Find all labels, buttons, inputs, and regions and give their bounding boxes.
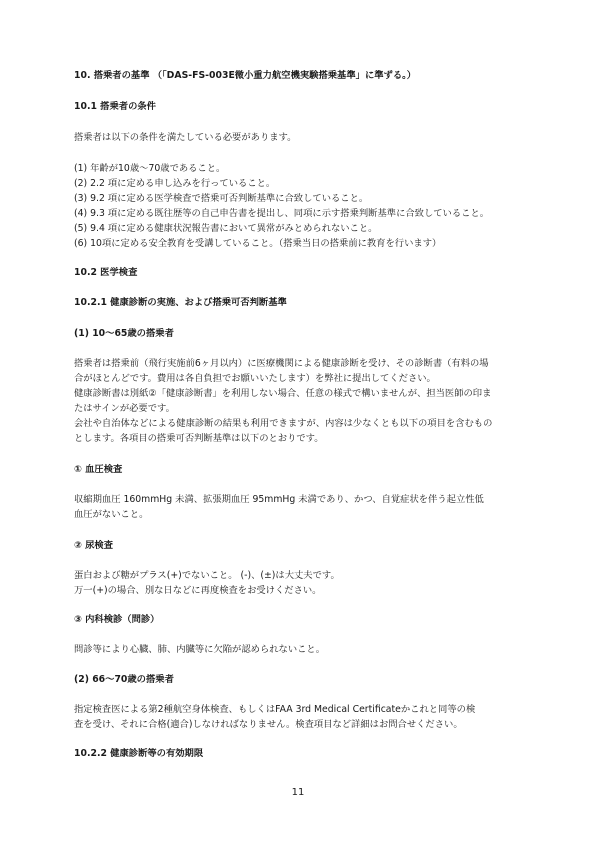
paragraph-line: 万一(+)の場合、別な日などに再度検査をお受けください。 <box>74 585 322 596</box>
condition-item: (4) 9.3 項に定める既往歴等の自己申告書を提出し、同項に示す搭乗判断基準に合致していること。 <box>74 208 490 219</box>
internal-exam-heading: ③ 内科検診（問診） <box>74 614 160 625</box>
subsection-1-heading: (1) 10〜65歳の搭乗者 <box>74 328 174 339</box>
section-10-2-heading: 10.2 医学検査 <box>74 267 138 278</box>
condition-item: (5) 9.4 項に定める健康状況報告書において異常がみとめられないこと。 <box>74 223 378 234</box>
paragraph-line: とします。各項目の搭乗可否判断基準は以下のとおりです。 <box>74 433 324 444</box>
urine-test-heading: ② 尿検査 <box>74 540 113 551</box>
paragraph-line: 指定検査医による第2種航空身体検査、もしくはFAA 3rd Medical Certificateかこれと同等の検 <box>74 704 476 715</box>
paragraph-line: 血圧がないこと。 <box>74 509 149 520</box>
condition-item: (1) 年齢が10歳〜70歳であること。 <box>74 163 226 174</box>
subsection-2-heading: (2) 66〜70歳の搭乗者 <box>74 674 174 685</box>
paragraph-line: 収縮期血圧 160mmHg 未満、拡張期血圧 95mmHg 未満であり、かつ、自覚症状を伴う起立性低 <box>74 494 484 505</box>
paragraph-line: 健康診断書は別紙②「健康診断書」を利用しない場合、任意の様式で構いませんが、担当医師の印ま <box>74 388 492 399</box>
condition-item: (3) 9.2 項に定める医学検査で搭乗可否判断基準に合致していること。 <box>74 193 369 204</box>
page-number: 11 <box>291 787 305 798</box>
section-10-1-heading: 10.1 搭乗者の条件 <box>74 101 156 112</box>
condition-item: (6) 10項に定める安全教育を受講していること。（搭乗当日の搭乗前に教育を行います） <box>74 238 442 249</box>
condition-item: (2) 2.2 項に定める申し込みを行っていること。 <box>74 178 276 189</box>
section-10-heading: 10. 搭乗者の基準 （「DAS-FS-003E微小重力航空機実験搭乗基準」に準ずる。） <box>74 70 417 81</box>
blood-pressure-heading: ① 血圧検査 <box>74 464 123 475</box>
paragraph-line: 問診等により心臓、肺、内臓等に欠陥が認められないこと。 <box>74 644 326 655</box>
section-10-1-intro: 搭乗者は以下の条件を満たしている必要があります。 <box>74 132 297 143</box>
paragraph-line: 査を受け、それに合格(適合)しなければなりません。検査項目など詳細はお問合せください。 <box>74 719 463 730</box>
section-10-2-1-heading: 10.2.1 健康診断の実施、および搭乗可否判断基準 <box>74 297 287 308</box>
paragraph-line: 合がほとんどです。費用は各自負担でお願いいたします）を弊社に提出してください。 <box>74 373 436 384</box>
paragraph-line: 蛋白および糖がプラス(+)でないこと。 (-)、(±)は大丈夫です。 <box>74 570 340 581</box>
section-10-2-2-heading: 10.2.2 健康診断等の有効期限 <box>74 748 204 759</box>
paragraph-line: たはサインが必要です。 <box>74 403 175 414</box>
paragraph-line: 搭乗者は搭乗前（飛行実施前6ヶ月以内）に医療機関による健康診断を受け、その診断書（有料の場 <box>74 358 489 369</box>
paragraph-line: 会社や自治体などによる健康診断の結果も利用できますが、内容は少なくとも以下の項目を含むもの <box>74 418 493 429</box>
